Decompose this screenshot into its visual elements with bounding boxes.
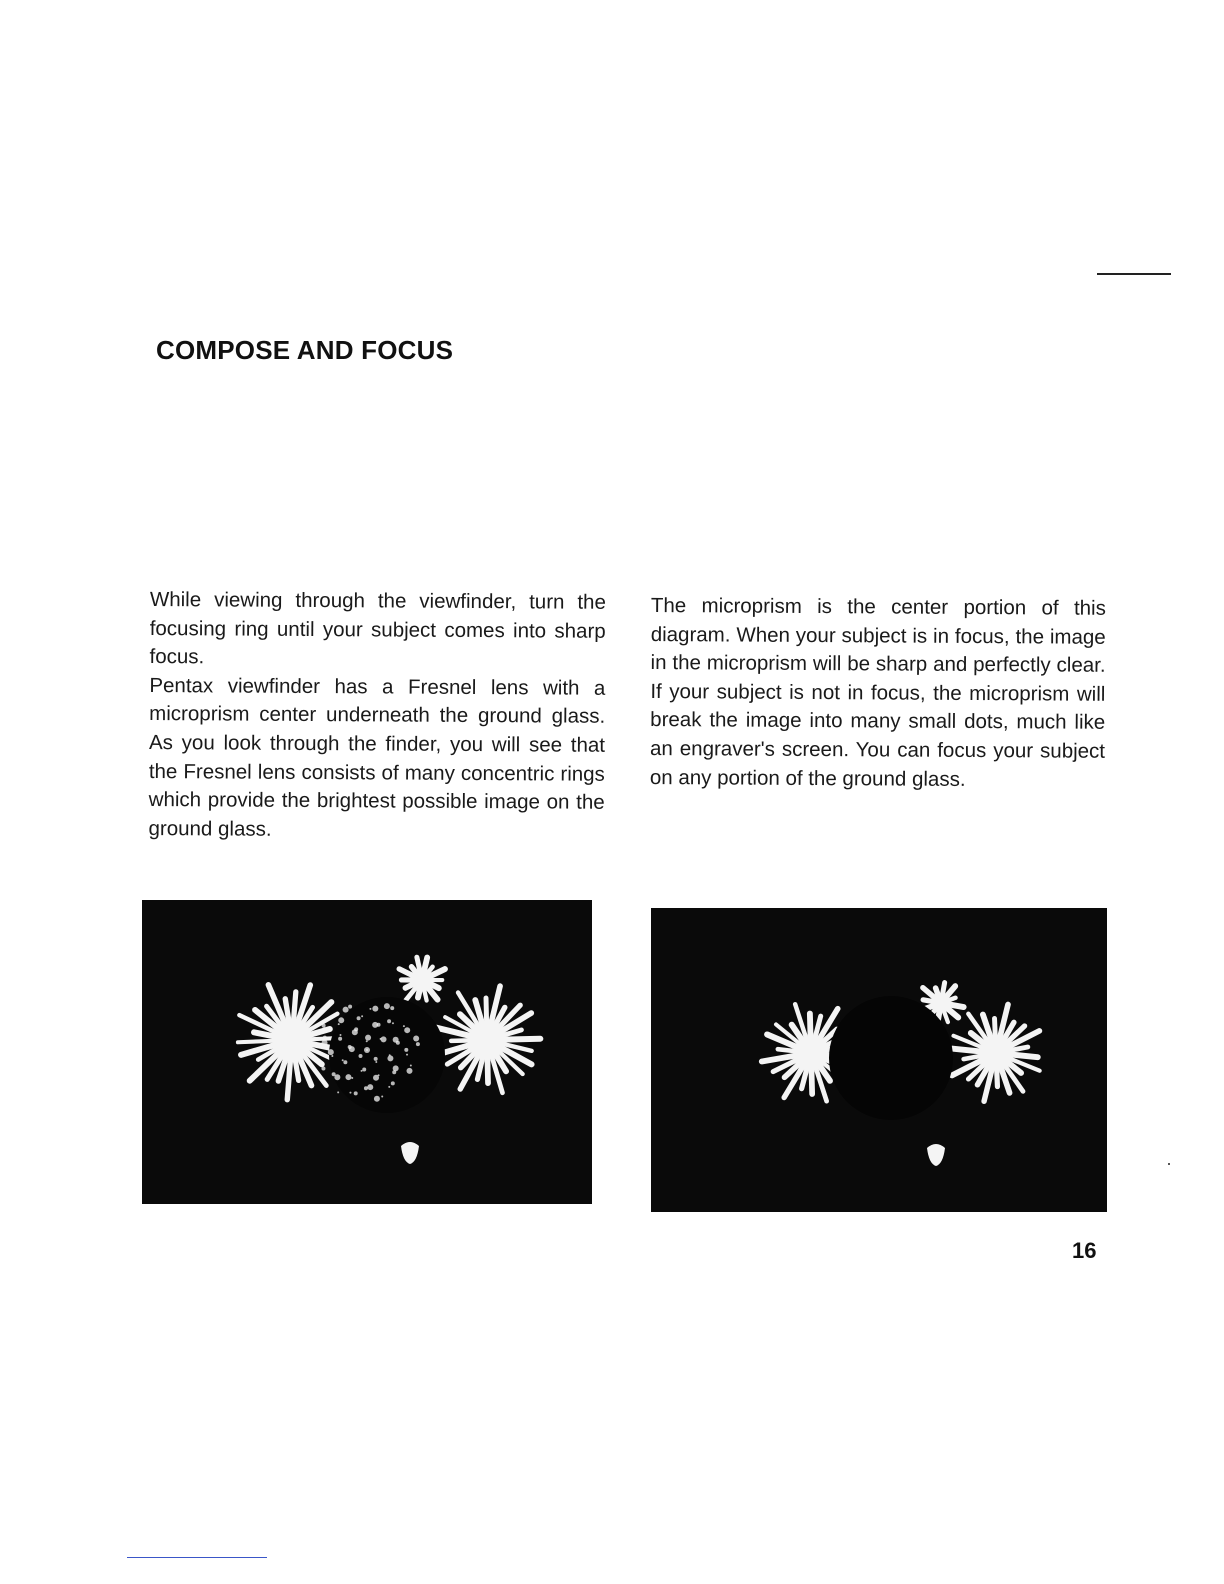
bottom-rule xyxy=(127,1557,267,1558)
flowers-photo-icon xyxy=(142,900,592,1204)
left-paragraph-2: Pentax viewfinder has a Fresnel lens with a microprism center underneath the ground glass. As you look through the finder, you will see that the Fresnel lens consists of many concentric rings which provide the brightest possible image on the ground glass. xyxy=(148,673,606,841)
left-column xyxy=(148,586,606,846)
margin-rule xyxy=(1097,273,1171,275)
margin-speck xyxy=(1168,1163,1170,1165)
flowers-photo-icon xyxy=(651,908,1107,1212)
right-column xyxy=(650,592,1106,795)
page-title: COMPOSE AND FOCUS xyxy=(156,335,454,366)
out-of-focus-photo xyxy=(142,900,592,1204)
page-number: 16 xyxy=(1072,1238,1097,1263)
in-focus-photo xyxy=(651,908,1107,1212)
left-paragraph-1: While viewing through the viewfinder, turn the focusing ring until your subject comes into sharp focus. xyxy=(149,587,606,669)
right-paragraph-1: The microprism is the center portion of this diagram. When your subject is in focus, the image in the microprism will be sharp and perfectly clear. If your subject is not in focus, the microprism will break the image into many small dots, much like an engraver's screen. You can focus your subject on any portion of the ground glass. xyxy=(649,593,1106,791)
microprism-center xyxy=(829,996,953,1120)
